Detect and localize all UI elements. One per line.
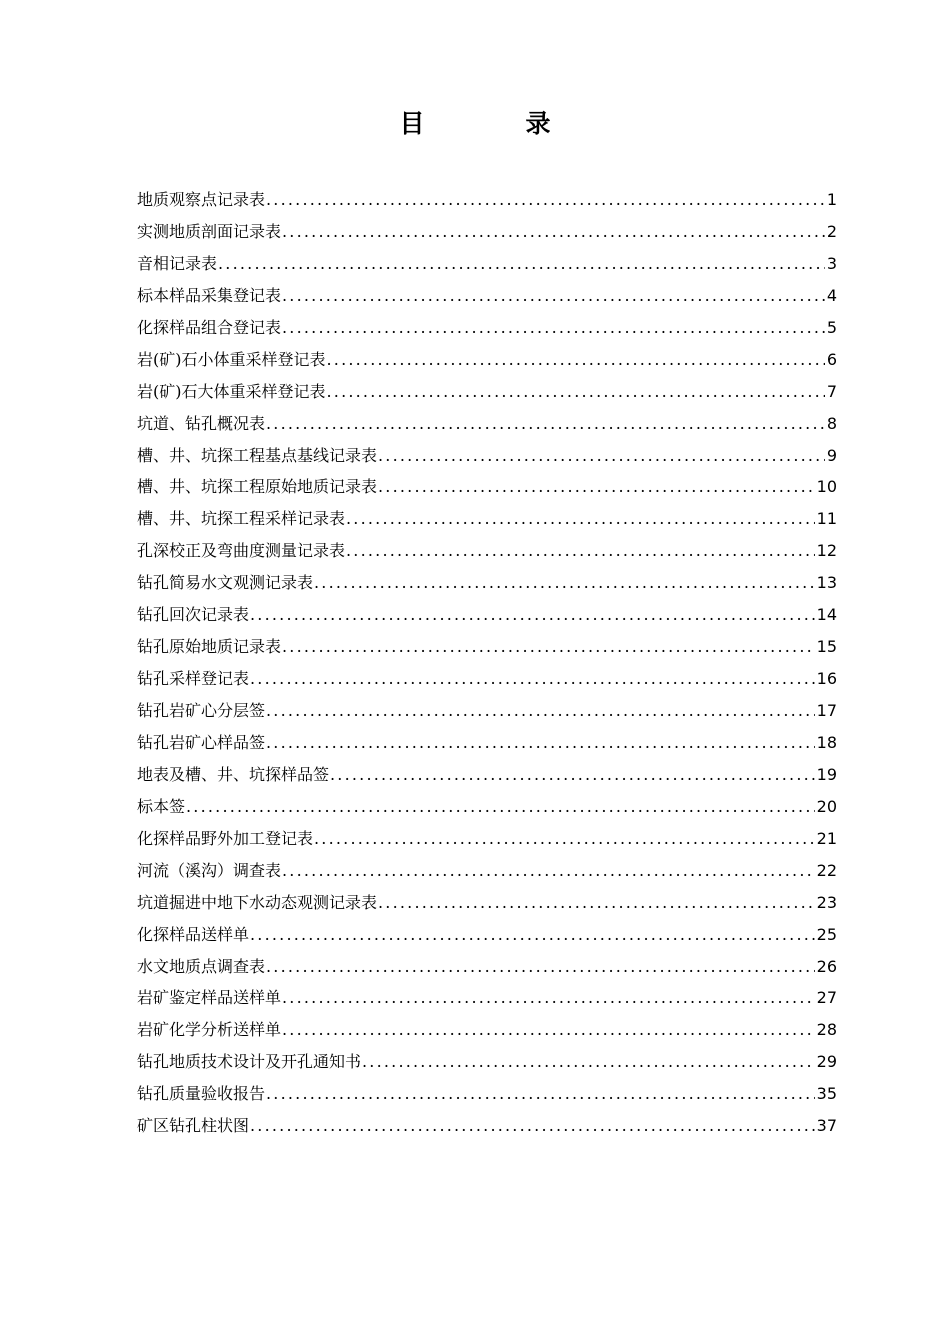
toc-entry-page-number: 7: [826, 381, 837, 401]
toc-dot-leader: [250, 599, 815, 631]
toc-entry[interactable]: [137, 248, 837, 280]
toc-entry[interactable]: [137, 471, 837, 503]
toc-dot-leader: [266, 951, 815, 983]
toc-dot-leader: [282, 312, 825, 344]
toc-entry-page-number: 26: [816, 956, 837, 976]
toc-dot-leader: [266, 408, 825, 440]
toc-entry[interactable]: [137, 791, 837, 823]
toc-entry-page-number: 5: [826, 317, 837, 337]
toc-dot-leader: [218, 248, 825, 280]
toc-entry-label: 钻孔回次记录表: [137, 605, 250, 625]
toc-dot-leader: [282, 1014, 815, 1046]
toc-entry-page-number: 12: [816, 541, 837, 561]
toc-entry-label: 水文地质点调查表: [137, 956, 266, 976]
toc-entry-page-number: 8: [826, 413, 837, 433]
toc-dot-leader: [186, 791, 815, 823]
toc-entry-label: 河流（溪沟）调查表: [137, 860, 282, 880]
toc-entry[interactable]: [137, 280, 837, 312]
toc-entry-page-number: 23: [816, 892, 837, 912]
toc-dot-leader: [346, 535, 815, 567]
toc-entry-label: 槽、井、坑探工程基点基线记录表: [137, 445, 378, 465]
toc-entry[interactable]: [137, 631, 837, 663]
toc-entry-label: 钻孔采样登记表: [137, 669, 250, 689]
toc-entry-label: 矿区钻孔柱状图: [137, 1116, 250, 1136]
toc-entry-label: 钻孔质量验收报告: [137, 1084, 266, 1104]
page-title: 目 录: [399, 109, 589, 138]
toc-entry[interactable]: [137, 376, 837, 408]
toc-dot-leader: [266, 1078, 815, 1110]
toc-entry-page-number: 13: [816, 573, 837, 593]
toc-dot-leader: [266, 727, 815, 759]
toc-entry-label: 实测地质剖面记录表: [137, 221, 282, 241]
toc-entry-page-number: 25: [816, 924, 837, 944]
toc-entry-label: 槽、井、坑探工程采样记录表: [137, 509, 346, 529]
toc-entry[interactable]: [137, 599, 837, 631]
toc-entry[interactable]: [137, 695, 837, 727]
toc-entry[interactable]: [137, 727, 837, 759]
toc-entry-label: 标本签: [137, 796, 186, 816]
toc-dot-leader: [250, 1110, 815, 1142]
toc-entry[interactable]: [137, 759, 837, 791]
toc-entry-label: 钻孔原始地质记录表: [137, 637, 282, 657]
toc-entry[interactable]: [137, 1110, 837, 1142]
toc-dot-leader: [250, 919, 815, 951]
toc-entry[interactable]: [137, 1014, 837, 1046]
toc-entry-page-number: 16: [816, 669, 837, 689]
table-of-contents: [137, 184, 837, 1142]
toc-entry-label: 标本样品采集登记表: [137, 285, 282, 305]
toc-entry-label: 钻孔岩矿心样品签: [137, 732, 266, 752]
toc-dot-leader: [282, 982, 815, 1014]
toc-entry-label: 岩矿鉴定样品送样单: [137, 988, 282, 1008]
toc-entry[interactable]: [137, 663, 837, 695]
toc-dot-leader: [330, 759, 815, 791]
toc-entry[interactable]: [137, 823, 837, 855]
toc-entry-page-number: 3: [826, 253, 837, 273]
toc-entry-label: 钻孔岩矿心分层签: [137, 701, 266, 720]
toc-entry[interactable]: [137, 503, 837, 535]
toc-dot-leader: [362, 1046, 815, 1078]
toc-entry-page-number: 10: [816, 477, 837, 497]
toc-dot-leader: [346, 503, 815, 535]
toc-entry-page-number: 21: [816, 828, 837, 848]
toc-entry-page-number: 29: [816, 1052, 837, 1072]
toc-entry-label: 槽、井、坑探工程原始地质记录表: [137, 477, 378, 497]
toc-entry-label: 化探样品组合登记表: [137, 317, 282, 337]
toc-entry-label: 钻孔简易水文观测记录表: [137, 573, 314, 593]
toc-entry-label: 岩(矿)石大体重采样登记表: [137, 381, 326, 401]
toc-entry[interactable]: [137, 440, 837, 472]
toc-entry[interactable]: [137, 919, 837, 951]
toc-dot-leader: [282, 855, 815, 887]
toc-entry-label: 化探样品野外加工登记表: [137, 828, 314, 848]
toc-dot-leader: [314, 567, 815, 599]
toc-dot-leader: [327, 376, 825, 408]
toc-entry[interactable]: [137, 855, 837, 887]
toc-dot-leader: [327, 344, 825, 376]
toc-entry-page-number: 11: [816, 509, 837, 529]
toc-dot-leader: [250, 663, 815, 695]
toc-entry-label: 岩矿化学分析送样单: [137, 1020, 282, 1040]
toc-entry-page-number: 35: [816, 1084, 837, 1104]
toc-entry-page-number: 14: [816, 605, 837, 625]
toc-entry[interactable]: [137, 216, 837, 248]
toc-dot-leader: [282, 216, 825, 248]
toc-entry-page-number: 20: [816, 796, 837, 816]
toc-dot-leader: [314, 823, 815, 855]
toc-entry[interactable]: [137, 312, 837, 344]
toc-entry[interactable]: [137, 567, 837, 599]
toc-entry-page-number: 6: [826, 349, 837, 369]
toc-entry[interactable]: [137, 1078, 837, 1110]
toc-entry-page-number: 2: [826, 221, 837, 241]
toc-dot-leader: [282, 631, 815, 663]
toc-entry-page-number: 1: [826, 190, 837, 209]
toc-entry-page-number: 4: [826, 285, 837, 305]
toc-entry-label: 坑道掘进中地下水动态观测记录表: [137, 892, 378, 912]
toc-dot-leader: [378, 471, 815, 503]
toc-entry-page-number: 27: [816, 988, 837, 1008]
toc-entry-label: 岩(矿)石小体重采样登记表: [137, 349, 326, 369]
toc-dot-leader: [282, 280, 825, 312]
toc-entry-label: 地质观察点记录表: [137, 190, 266, 209]
toc-entry-label: 化探样品送样单: [137, 924, 250, 944]
toc-entry-label: 钻孔地质技术设计及开孔通知书: [137, 1052, 362, 1072]
toc-dot-leader: [378, 887, 815, 919]
toc-entry[interactable]: [137, 951, 837, 983]
toc-entry-page-number: 17: [816, 701, 837, 720]
toc-dot-leader: [266, 184, 825, 216]
toc-entry[interactable]: [137, 535, 837, 567]
toc-entry-page-number: 19: [816, 764, 837, 784]
toc-entry-page-number: 15: [816, 637, 837, 657]
toc-dot-leader: [266, 695, 815, 727]
toc-dot-leader: [378, 440, 825, 472]
toc-entry[interactable]: [137, 982, 837, 1014]
toc-entry-page-number: 22: [816, 860, 837, 880]
toc-entry-page-number: 28: [816, 1020, 837, 1040]
toc-entry-label: 音相记录表: [137, 253, 218, 273]
toc-entry[interactable]: [137, 184, 837, 216]
toc-entry-label: 地表及槽、井、坑探样品签: [137, 764, 330, 784]
toc-entry[interactable]: [137, 1046, 837, 1078]
toc-entry-page-number: 37: [816, 1116, 837, 1136]
toc-entry-page-number: 9: [826, 445, 837, 465]
toc-entry[interactable]: [137, 408, 837, 440]
toc-entry[interactable]: [137, 887, 837, 919]
toc-entry[interactable]: [137, 344, 837, 376]
toc-entry-label: 孔深校正及弯曲度测量记录表: [137, 541, 346, 561]
toc-entry-label: 坑道、钻孔概况表: [137, 413, 266, 433]
toc-entry-page-number: 18: [816, 732, 837, 752]
